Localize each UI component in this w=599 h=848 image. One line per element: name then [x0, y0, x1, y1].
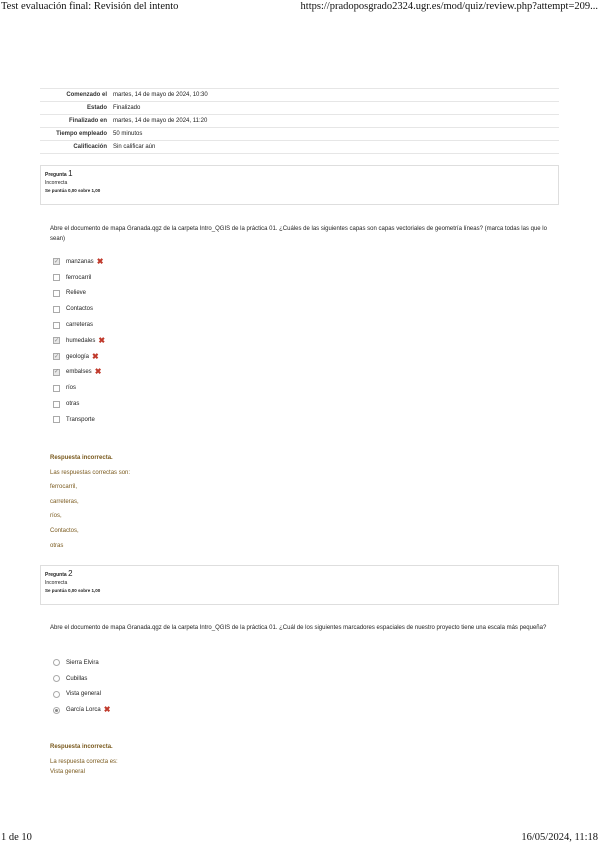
answer-option[interactable]: [53, 301, 105, 317]
checkbox[interactable]: [53, 401, 60, 408]
question-number: Pregunta 1: [45, 169, 73, 178]
feedback-block: [50, 451, 130, 553]
answer-option[interactable]: [53, 270, 105, 286]
summary-label: Calificación: [40, 141, 110, 154]
checkbox[interactable]: [53, 416, 60, 423]
answer-label: otras: [66, 401, 80, 408]
answer-label: ríos: [66, 385, 77, 392]
answer-option[interactable]: [53, 412, 105, 428]
print-datetime: 16/05/2024, 11:18: [521, 832, 598, 843]
answer-label: humedales: [66, 337, 96, 344]
summary-row: [40, 141, 559, 154]
attempt-summary-table: [40, 88, 559, 154]
answer-option[interactable]: [53, 349, 105, 365]
answer-label: geología: [66, 353, 90, 360]
answer-label: Transporte: [66, 416, 95, 423]
answer-label: García Lorca: [66, 707, 101, 714]
question-info-box: [40, 165, 559, 205]
summary-value: Sin calificar aún: [110, 141, 559, 154]
summary-label: Tiempo empleado: [40, 128, 110, 141]
radio-button[interactable]: [53, 691, 60, 698]
checkbox[interactable]: ✓: [53, 337, 60, 344]
answer-option[interactable]: [53, 333, 105, 349]
answer-label: embalses: [66, 369, 92, 376]
incorrect-icon: ✖: [94, 367, 102, 377]
feedback-title: Respuesta incorrecta.: [50, 744, 113, 750]
question-grade: Se puntúa 0,00 sobre 1,00: [45, 588, 101, 593]
question-grade: Se puntúa 0,00 sobre 1,00: [45, 188, 101, 193]
answer-label: Sierra Elvira: [66, 659, 99, 666]
answer-option[interactable]: [53, 396, 105, 412]
answer-option[interactable]: [53, 365, 105, 381]
feedback-title: Respuesta incorrecta.: [50, 455, 113, 461]
incorrect-icon: ✖: [103, 705, 111, 715]
answer-option[interactable]: [53, 671, 110, 687]
checkbox[interactable]: [53, 306, 60, 313]
feedback-line: La respuesta correcta es:: [50, 758, 118, 765]
answer-label: Contactos: [66, 306, 94, 313]
summary-row: [40, 102, 559, 115]
summary-label: Estado: [40, 102, 110, 115]
question-text: Abre el documento de mapa Granada.qgz de la carpeta Intro_QGIS de la práctica 01. ¿Cuáles de las siguientes capas son capas vectoriales de geometría líneas? (marca todas las que lo sean): [50, 226, 547, 242]
feedback-line: Vista general: [50, 768, 85, 775]
summary-value: 50 minutos: [110, 128, 559, 141]
print-header-url: https://pradoposgrado2324.ugr.es/mod/quiz/review.php?attempt=209...: [300, 1, 598, 12]
answer-option[interactable]: [53, 702, 110, 718]
question-info-box: [40, 565, 559, 605]
checkbox[interactable]: [53, 385, 60, 392]
answer-option[interactable]: [53, 687, 110, 703]
incorrect-icon: ✖: [92, 351, 99, 361]
feedback-line: Contactos,: [50, 527, 79, 534]
summary-value: martes, 14 de mayo de 2024, 10:30: [110, 89, 559, 102]
feedback-line: otras: [50, 542, 64, 549]
summary-label: Finalizado en: [40, 115, 110, 128]
incorrect-icon: ✖: [98, 335, 106, 345]
print-header-title: Test evaluación final: Revisión del intento: [1, 1, 179, 12]
radio-button[interactable]: [53, 675, 60, 682]
feedback-line: Las respuestas correctas son:: [50, 469, 131, 476]
answer-label: manzanas: [66, 258, 94, 265]
summary-row: [40, 115, 559, 128]
print-footer: [1, 832, 598, 846]
answer-list: [53, 254, 105, 428]
answer-label: Vista general: [66, 691, 101, 698]
question-status: Incorrecta: [45, 580, 68, 586]
feedback-line: carreteras,: [50, 498, 79, 505]
feedback-line: ríos,: [50, 513, 62, 520]
answer-list: [53, 655, 110, 718]
page-number: 1 de 10: [1, 832, 32, 843]
checkbox[interactable]: [53, 290, 60, 297]
print-header: [1, 1, 598, 15]
question-number: Pregunta 2: [45, 569, 73, 578]
checkbox[interactable]: ✓: [53, 353, 60, 360]
checkbox[interactable]: [53, 274, 60, 281]
checkbox[interactable]: ✓: [53, 258, 60, 265]
question-text: Abre el documento de mapa Granada.qgz de la carpeta Intro_QGIS de la práctica 01. ¿Cuál de los siguientes marcadores espaciales de nuestro proyecto tiene una escala más pequeña?: [50, 625, 547, 631]
checkbox[interactable]: ✓: [53, 369, 60, 376]
answer-option[interactable]: [53, 380, 105, 396]
answer-label: Cubillas: [66, 675, 88, 682]
summary-value: martes, 14 de mayo de 2024, 11:20: [110, 115, 559, 128]
incorrect-icon: ✖: [96, 256, 104, 266]
answer-option[interactable]: [53, 254, 105, 270]
radio-button[interactable]: [53, 707, 60, 714]
answer-label: ferrocarril: [66, 274, 92, 281]
summary-value: Finalizado: [110, 102, 559, 115]
summary-row: [40, 128, 559, 141]
question-status: Incorrecta: [45, 180, 68, 186]
answer-label: Relieve: [66, 290, 87, 297]
summary-label: Comenzado el: [40, 89, 110, 102]
radio-button[interactable]: [53, 659, 60, 666]
answer-option[interactable]: [53, 286, 105, 302]
answer-label: carreteras: [66, 322, 94, 329]
feedback-block: [50, 740, 118, 777]
answer-option[interactable]: [53, 317, 105, 333]
feedback-line: ferrocarril,: [50, 484, 78, 491]
summary-row: [40, 89, 559, 102]
answer-option[interactable]: [53, 655, 110, 671]
checkbox[interactable]: [53, 322, 60, 329]
